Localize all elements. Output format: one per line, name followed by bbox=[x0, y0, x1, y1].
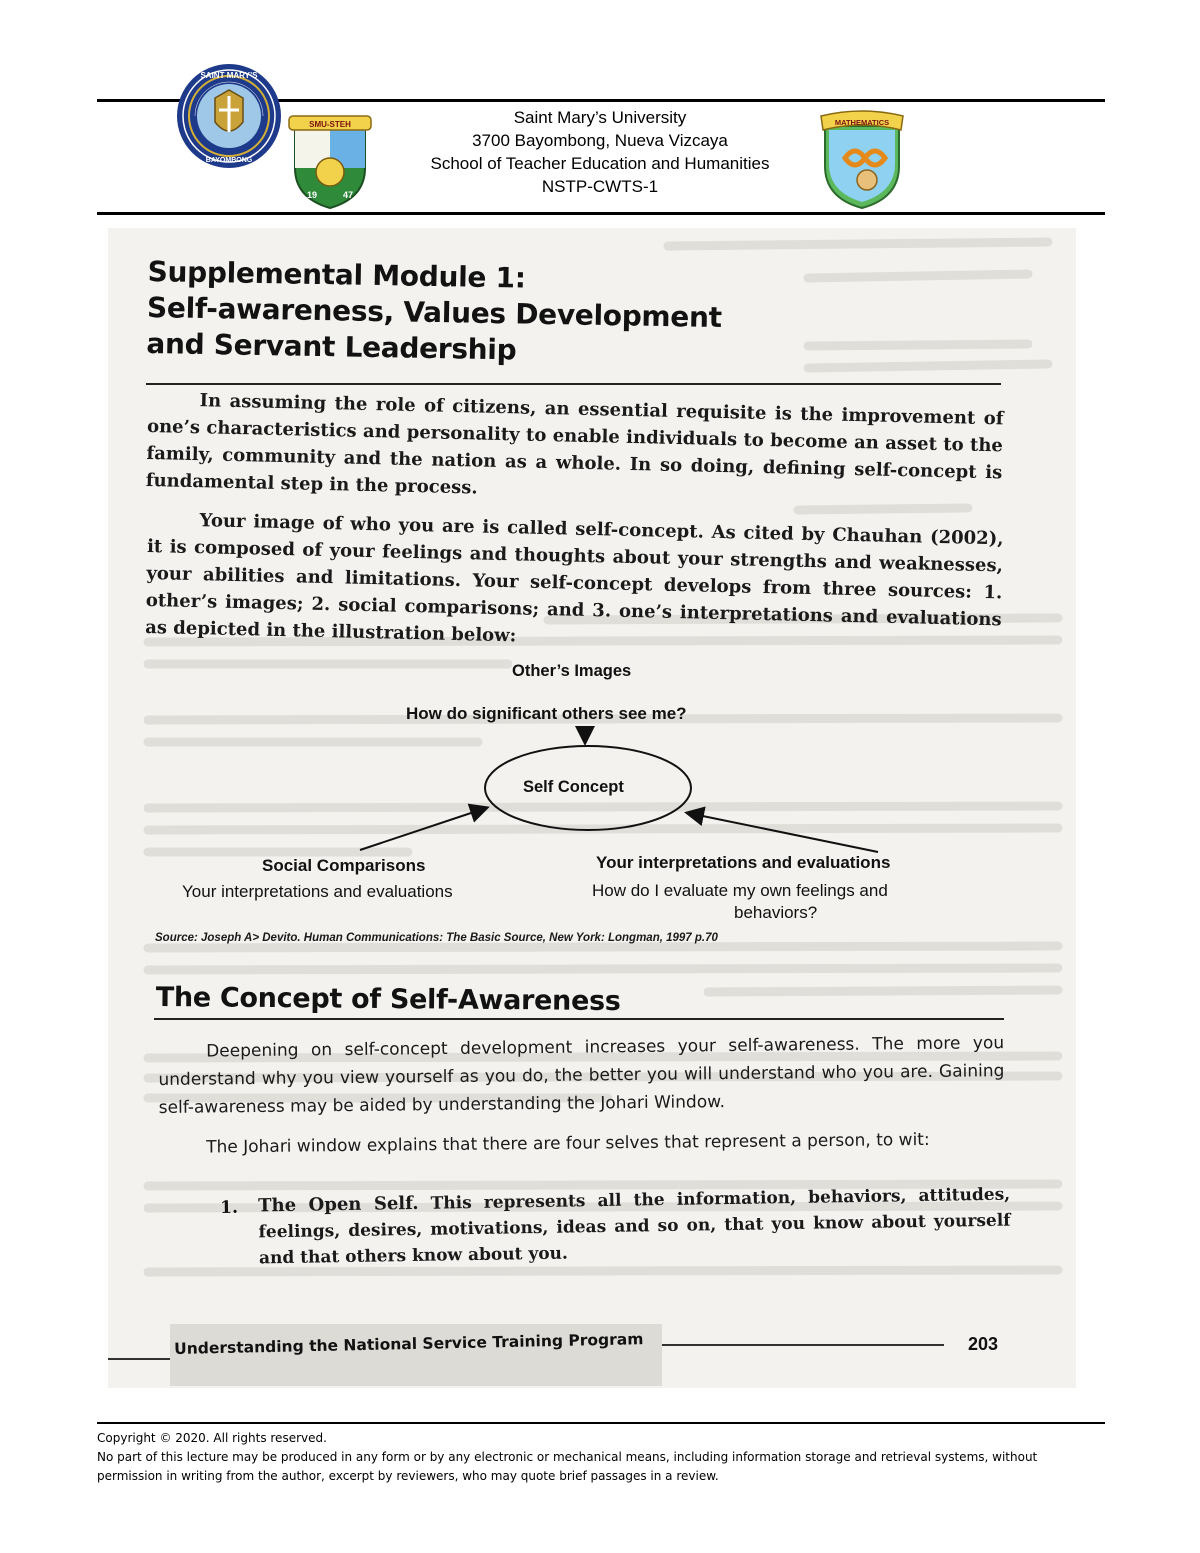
open-self-term: The Open Self. bbox=[258, 1192, 419, 1217]
self-awareness-paragraph: Deepening on self-concept development increases your self-awareness. The more you understand why you view yourself as you do, the better you will understand who you are. Gaining self-awareness may be aided by understanding the Johari Window. bbox=[158, 1033, 1005, 1118]
open-self-list-item bbox=[220, 1182, 1011, 1272]
university-address: 3700 Bayombong, Nueva Vizcaya bbox=[472, 131, 728, 150]
diagram-center-label: Self Concept bbox=[523, 778, 624, 796]
svg-text:BAYOMBONG: BAYOMBONG bbox=[205, 157, 253, 164]
diagram-left-subtitle: Your interpretations and evaluations bbox=[182, 882, 453, 901]
svg-text:SAINT MARY’S: SAINT MARY’S bbox=[200, 71, 258, 80]
book-footer-title: Understanding the National Service Training Program bbox=[174, 1330, 644, 1358]
book-footer-rule-right bbox=[662, 1344, 944, 1346]
johari-window-paragraph: The Johari window explains that there are four selves that represent a person, to wit: bbox=[206, 1129, 930, 1158]
book-page-number: 203 bbox=[968, 1334, 999, 1354]
module-title-line2: Self-awareness, Values Development bbox=[146, 290, 723, 335]
svg-text:SMU-STEH: SMU-STEH bbox=[309, 120, 351, 129]
saint-marys-university-seal-logo bbox=[175, 62, 283, 170]
intro-paragraph: In assuming the role of citizens, an essential requisite is the improvement of one’s characteristics and personality to enable individuals to become an asset to the family, community and the nation as a whole. In so doing, defining self-concept is fundamental step in the process. bbox=[145, 390, 1004, 499]
list-item-body bbox=[258, 1182, 1011, 1272]
self-concept-paragraph: Your image of who you are is called self-concept. As cited by Chauhan (2002), it is composed of your feelings and thoughts about your strengths and weaknesses, your abilities and limitations. Your self-concept develops from three sources: 1. other’s images; 2. social comparisons; and 3. one’s interpretations and evaluations as depicted in the illustration below: bbox=[145, 510, 1004, 647]
footer-notice: No part of this lecture may be produced in any form or by any electronic or mechanical means, including information storage and retrieval systems, without permission in writing from the author, excerpt by reviewers, who may quote brief passages in a review. bbox=[97, 1450, 1038, 1483]
university-name: Saint Mary’s University bbox=[513, 108, 687, 127]
book-footer-rule-left bbox=[108, 1358, 170, 1360]
section-heading-underline bbox=[154, 1018, 1004, 1020]
svg-text:47: 47 bbox=[343, 190, 354, 200]
right-arrow bbox=[688, 813, 878, 852]
left-arrow bbox=[360, 808, 486, 850]
svg-text:19: 19 bbox=[307, 190, 318, 200]
scanned-book-page bbox=[108, 228, 1076, 1388]
diagram-top-title: Other’s Images bbox=[512, 662, 632, 680]
diagram-top-question: How do significant others see me? bbox=[406, 704, 687, 723]
diagram-right-subtitle-line1: How do I evaluate my own feelings and bbox=[592, 881, 888, 900]
diagram-source-citation: Source: Joseph A> Devito. Human Communications: The Basic Source, New York: Longman, 1997 p.70 bbox=[155, 932, 718, 944]
diagram-right-subtitle-line2: behaviors? bbox=[734, 903, 818, 922]
self-concept-diagram-graphic bbox=[108, 228, 1076, 928]
list-item-number: 1. bbox=[220, 1197, 239, 1218]
footer-rule bbox=[97, 1422, 1105, 1424]
diagram-left-title: Social Comparisons bbox=[262, 856, 426, 875]
module-title-line1: Supplemental Module 1: bbox=[147, 254, 526, 295]
open-self-description: This represents all the information, behaviors, attitudes, feelings, desires, motivations, ideas and so on, that you know about yourself and that others know about you. bbox=[258, 1184, 1011, 1269]
diagram-right-title: Your interpretations and evaluations bbox=[596, 853, 891, 872]
section-heading-self-awareness: The Concept of Self-Awareness bbox=[155, 981, 621, 1018]
header-bottom-rule bbox=[97, 212, 1105, 215]
footer-copyright: Copyright © 2020. All rights reserved. bbox=[97, 1431, 327, 1445]
module-title-line3: and Servant Leadership bbox=[146, 326, 517, 367]
school-name: School of Teacher Education and Humanities bbox=[430, 154, 770, 173]
header-text-block bbox=[330, 106, 870, 198]
svg-text:MATHEMATICS: MATHEMATICS bbox=[834, 118, 890, 127]
course-code: NSTP-CWTS-1 bbox=[541, 177, 659, 196]
